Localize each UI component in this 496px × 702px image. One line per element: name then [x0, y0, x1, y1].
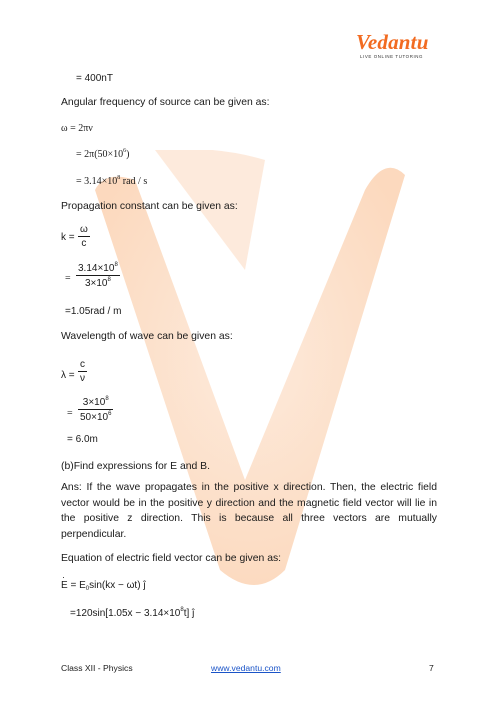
- k-sub-eq: =: [65, 273, 71, 284]
- k-fraction: [78, 224, 90, 249]
- angular-intro: Angular frequency of source can be given as:: [61, 97, 270, 108]
- lambda-lhs: λ =: [61, 370, 75, 381]
- k-lhs: k =: [61, 232, 75, 243]
- lambda-numerator: c: [80, 359, 85, 370]
- omega-sub-exp: 6: [123, 148, 127, 154]
- omega-val-base: = 3.14×10: [76, 176, 118, 187]
- lambda-sub-eq: =: [67, 408, 73, 419]
- lambda-denominator: ν: [80, 373, 85, 384]
- k-denominator: c: [81, 238, 87, 249]
- footer-website-link[interactable]: www.vedantu.com: [211, 663, 281, 673]
- k-sub-fraction: [76, 262, 120, 289]
- efield-eq-lhs: E = E: [61, 580, 86, 591]
- k-numerator: ω: [80, 224, 88, 235]
- k-sub-denominator: $3\times 10^8$: [84, 277, 111, 289]
- omega-substitution: [76, 148, 130, 160]
- part-b-question: (b)Find expressions for E and B.: [61, 461, 211, 472]
- j-hat-unit-vector-2: ĵ: [192, 608, 195, 619]
- b-result: = 400nT: [76, 73, 113, 84]
- omega-val-exp: 8: [117, 175, 121, 181]
- brand-name: Vedantu: [356, 30, 429, 54]
- omega-sub-base: = 2π(50×10: [76, 149, 124, 160]
- omega-sub-end: ): [126, 149, 130, 160]
- k-value: =1.05rad / m: [65, 306, 122, 317]
- vector-arrow-icon: ·: [62, 572, 65, 582]
- lambda-fraction: [78, 359, 87, 384]
- omega-definition: ω = 2πν: [61, 123, 93, 134]
- efield-equation: [61, 580, 146, 592]
- j-hat-unit-vector: ĵ: [143, 580, 146, 591]
- brand-logo: [356, 30, 466, 64]
- efield-val-end: t]: [183, 608, 190, 619]
- propagation-intro: Propagation constant can be given as:: [61, 201, 238, 212]
- efield-val-base: =120sin[1.05x − 3.14×10: [70, 608, 181, 619]
- omega-val-unit: rad / s: [120, 176, 148, 187]
- answer-paragraph: Ans: If the wave propagates in the positive x direction. Then, the electric field vector would be in the positive y direction and the magnetic field vector will lie in the positive z direction. This is because all three vectors are mutually perpendicular.: [61, 482, 437, 540]
- page-number: 7: [429, 663, 434, 673]
- efield-value: [70, 607, 194, 619]
- k-sub-numerator: $3.14\times 10^8$: [78, 262, 118, 274]
- efield-eq-rhs: sin(kx − ωt): [89, 580, 141, 591]
- lambda-sub-fraction: [78, 396, 113, 423]
- lambda-sub-denominator: $50\times 10^6$: [80, 411, 112, 423]
- efield-eq-sub: 0: [85, 586, 90, 592]
- brand-tagline: LIVE ONLINE TUTORING: [360, 54, 424, 59]
- lambda-value: = 6.0m: [67, 434, 98, 445]
- omega-value: [76, 175, 147, 187]
- efield-intro: Equation of electric field vector can be given as:: [61, 553, 282, 564]
- efield-val-exp: 8: [180, 607, 184, 613]
- lambda-sub-numerator: $3\times 10^8$: [82, 396, 109, 408]
- footer-class: Class XII - Physics: [61, 663, 133, 673]
- wavelength-intro: Wavelength of wave can be given as:: [61, 331, 233, 342]
